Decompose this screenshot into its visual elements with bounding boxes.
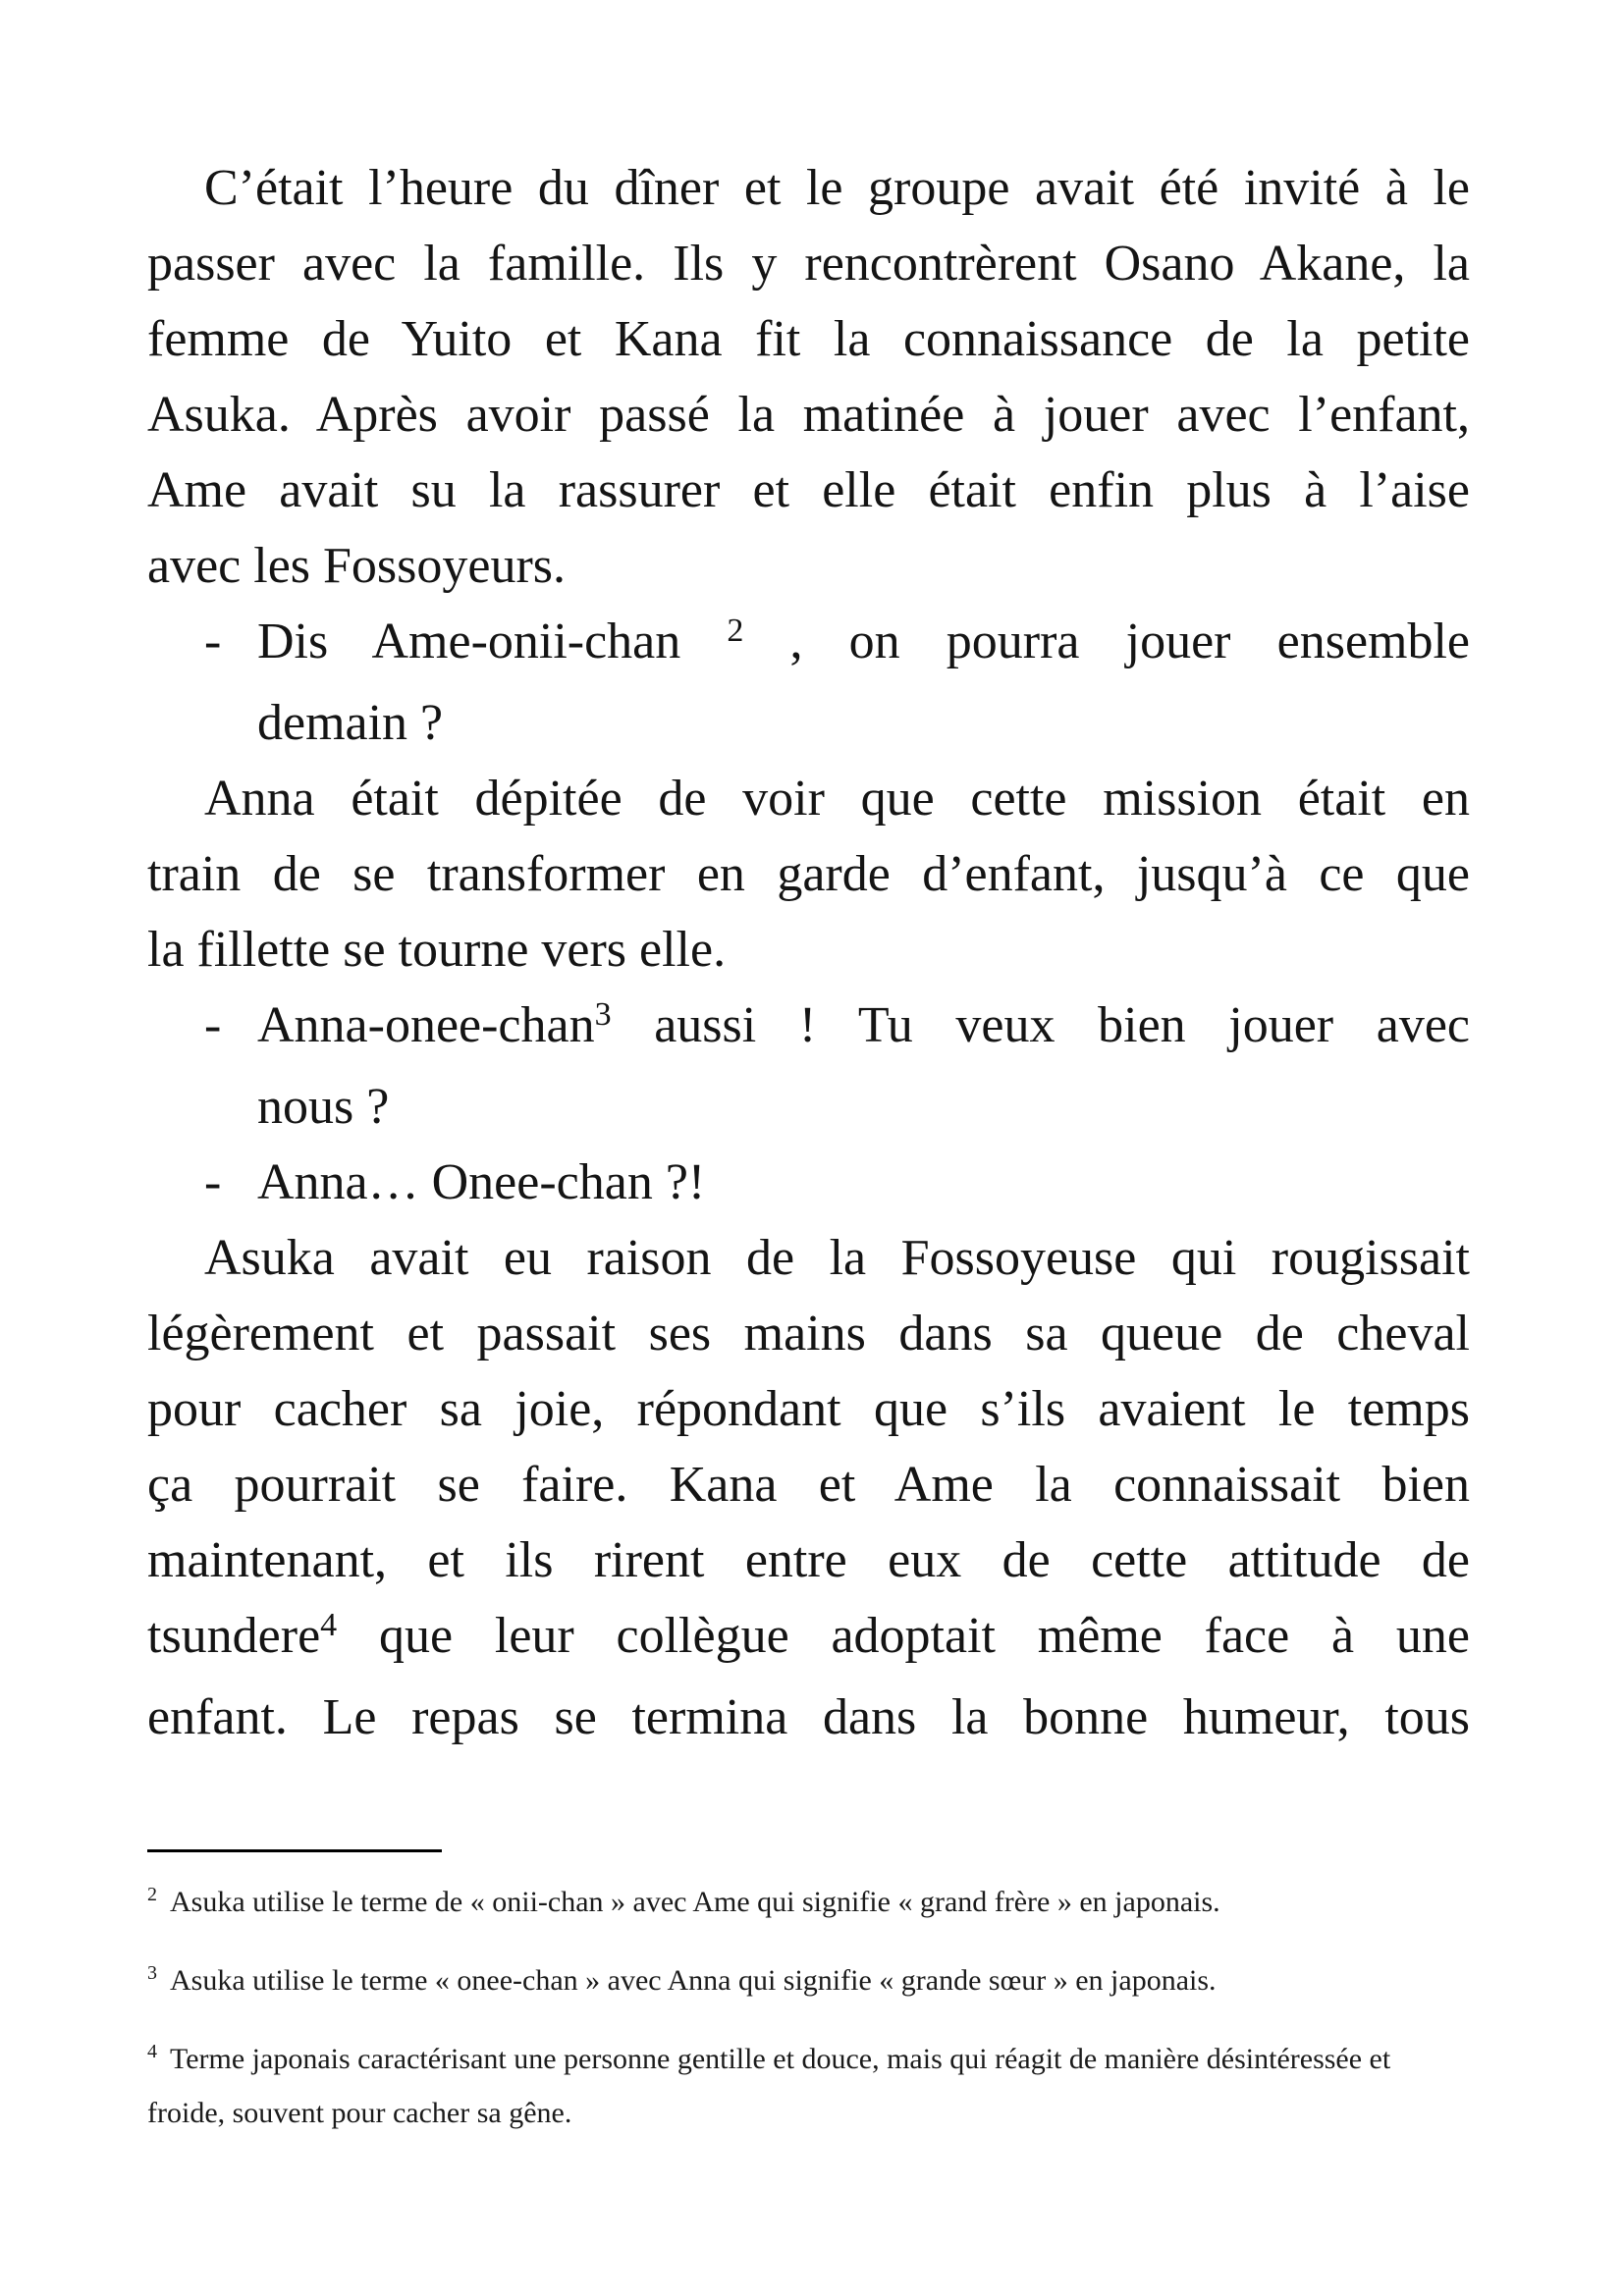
text-line: [147, 1447, 1470, 1522]
paragraph: [147, 1220, 1470, 1755]
text-line: [257, 1069, 1470, 1145]
text-run: avec les Fossoyeurs.: [147, 538, 567, 594]
text-run: nous ?: [257, 1079, 390, 1135]
text-run: demain ?: [257, 695, 444, 751]
text-line: [257, 685, 1470, 761]
text-line: [147, 528, 1470, 604]
footnote-reference: 2: [727, 613, 744, 649]
text-line: [204, 604, 1470, 685]
text-run: Anna… Onee-chan ?!: [257, 1154, 706, 1210]
text-line: [147, 377, 1470, 453]
text-line: [147, 1371, 1470, 1447]
footnote-text: Asuka utilise le terme « onee-chan » avec Anna qui signifie « grande sœur » en japonais.: [170, 1964, 1217, 1997]
footnote: [147, 1877, 1470, 1931]
footnote-separator: [147, 1849, 442, 1852]
text-line: [147, 226, 1470, 301]
text-run: que leur collègue adoptait même face à une: [337, 1608, 1470, 1664]
text-line: [204, 1145, 1470, 1220]
text-line: [147, 836, 1470, 912]
body-text: [147, 150, 1470, 1755]
text-line: [147, 1522, 1470, 1598]
text-run: aussi ! Tu veux bien jouer avec: [611, 997, 1470, 1053]
text-run: passer avec la famille. Ils y rencontrèrent Osano Akane, la: [147, 236, 1470, 292]
text-line: [204, 988, 1470, 1069]
footnote-reference: 4: [320, 1607, 338, 1643]
text-run: Ame avait su la rassurer et elle était enfin plus à l’aise: [147, 462, 1470, 518]
text-run: enfant. Le repas se termina dans la bonne humeur, tous: [147, 1689, 1470, 1745]
dialogue-paragraph: [147, 604, 1470, 761]
footnote: [147, 1955, 1470, 2009]
text-line: [147, 761, 1470, 836]
text-run: Anna-onee-chan: [257, 997, 595, 1053]
text-line: [147, 1296, 1470, 1371]
text-run: , on pourra jouer ensemble: [743, 614, 1470, 669]
text-run: tsundere: [147, 1608, 321, 1664]
footnote-reference: 3: [594, 996, 612, 1033]
text-line: [147, 453, 1470, 528]
footnotes-section: [147, 1849, 1470, 2138]
footnote-marker: 3: [147, 1962, 157, 1984]
dialogue-dash: -: [204, 1154, 222, 1210]
dialogue-paragraph: [147, 1145, 1470, 1220]
text-run: la fillette se tourne vers elle.: [147, 922, 727, 978]
footnote-text: Asuka utilise le terme de « onii-chan » avec Ame qui signifie « grand frère » en japonais.: [170, 1886, 1220, 1918]
dialogue-paragraph: [147, 988, 1470, 1145]
text-run: Dis Ame-onii-chan: [257, 614, 728, 669]
paragraph: [147, 761, 1470, 988]
text-run: pour cacher sa joie, répondant que s’ils avaient le temps: [147, 1381, 1470, 1437]
text-run: Asuka avait eu raison de la Fossoyeuse qui rougissait: [204, 1230, 1470, 1286]
paragraph: [147, 150, 1470, 604]
footnote: [147, 2034, 1470, 2138]
dialogue-dash: -: [204, 614, 222, 669]
text-line: [147, 150, 1470, 226]
text-run: train de se transformer en garde d’enfant, jusqu’à ce que: [147, 846, 1470, 902]
text-run: femme de Yuito et Kana fit la connaissance de la petite: [147, 311, 1470, 367]
text-run: maintenant, et ils rirent entre eux de cette attitude de: [147, 1532, 1470, 1588]
text-run: légèrement et passait ses mains dans sa queue de cheval: [147, 1306, 1470, 1362]
text-line: [147, 1680, 1470, 1755]
dialogue-dash: -: [204, 997, 222, 1053]
text-line: [147, 1220, 1470, 1296]
text-run: Anna était dépitée de voir que cette mission était en: [204, 771, 1470, 827]
footnote-text: Terme japonais caractérisant une personne gentille et douce, mais qui réagit de manière désintéressée et froide, souvent pour cacher sa gêne.: [147, 2043, 1391, 2129]
text-run: ça pourrait se faire. Kana et Ame la connaissait bien: [147, 1457, 1470, 1513]
footnote-marker: 4: [147, 2041, 157, 2062]
text-run: Asuka. Après avoir passé la matinée à jouer avec l’enfant,: [147, 387, 1470, 443]
text-run: C’était l’heure du dîner et le groupe avait été invité à le: [204, 160, 1470, 216]
text-line: [147, 1598, 1470, 1680]
text-line: [147, 301, 1470, 377]
footnote-marker: 2: [147, 1884, 157, 1905]
text-line: [147, 912, 1470, 988]
